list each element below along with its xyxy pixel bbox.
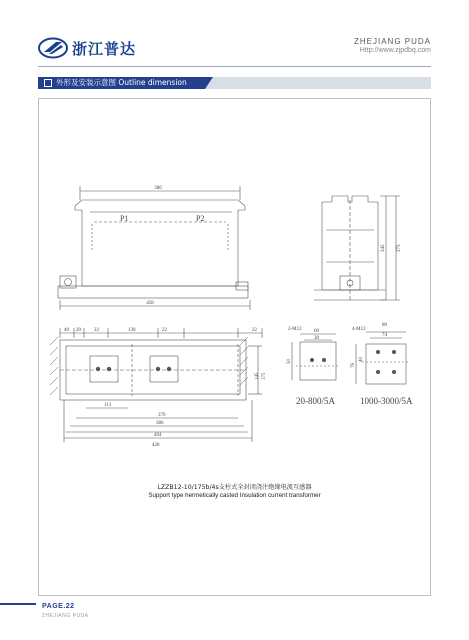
brand-url[interactable]: Http://www.zjpdbq.com [359,47,431,54]
terminal-small-h: 50 [287,359,292,364]
terminal-small-hole: 2-M12 [288,327,302,332]
plan-dim-4: 22 [162,328,167,333]
plan-bottom-4: 428 [152,443,160,448]
terminal-large-h: 76 [351,363,356,368]
label-p1: P1 [120,214,129,223]
plan-bottom-2: 386 [156,421,164,426]
plan-side-0: 145 [255,372,260,380]
plan-dim-1: 20 [76,328,81,333]
dim-side-height-inner: 373 [397,244,402,252]
terminal-small-inner: 30 [314,336,319,341]
caption-chinese: LZZB12-10/175b/4s支柱式全封闭浇注绝缘电流互感器 [157,484,312,491]
plan-dim-3: 130 [128,328,136,333]
footer-accent [0,603,36,605]
page-number: PAGE.22 [42,603,75,610]
terminal-small-w: 60 [314,329,319,334]
plan-bottom-1: 370 [158,413,166,418]
section-title: 外形及安装示意图 Outline dimension [56,78,187,87]
ratio-small: 20-800/5A [296,396,335,406]
plan-side-1: 175 [262,372,267,380]
dim-top-width: 386 [154,186,162,191]
drawing-caption [38,482,431,499]
plan-bottom-3: 404 [154,433,162,438]
plan-bottom-0: 113 [104,403,112,408]
label-p2: P2 [196,214,205,223]
dim-side-height-outer: 345 [381,244,386,252]
brand-name: ZHEJIANG PUDA [353,37,431,46]
terminal-large-w: 80 [382,323,387,328]
plan-dim-5: 22 [252,328,257,333]
plan-dim-0: 40 [64,328,69,333]
ratio-large: 1000-3000/5A [360,396,413,406]
dim-base-width: 458 [146,301,154,306]
terminal-large-hole: 4-M12 [352,327,366,332]
caption-english: Support type hermetically casted Insulation current transformer [148,492,321,499]
logo-text: 浙江普达 [72,39,137,58]
plan-dim-2: 22 [94,328,99,333]
terminal-large-h2: 40 [359,357,364,362]
terminal-large-inner: 74 [382,333,387,338]
footer-company: ZHEJIANG PUDA [42,613,89,619]
